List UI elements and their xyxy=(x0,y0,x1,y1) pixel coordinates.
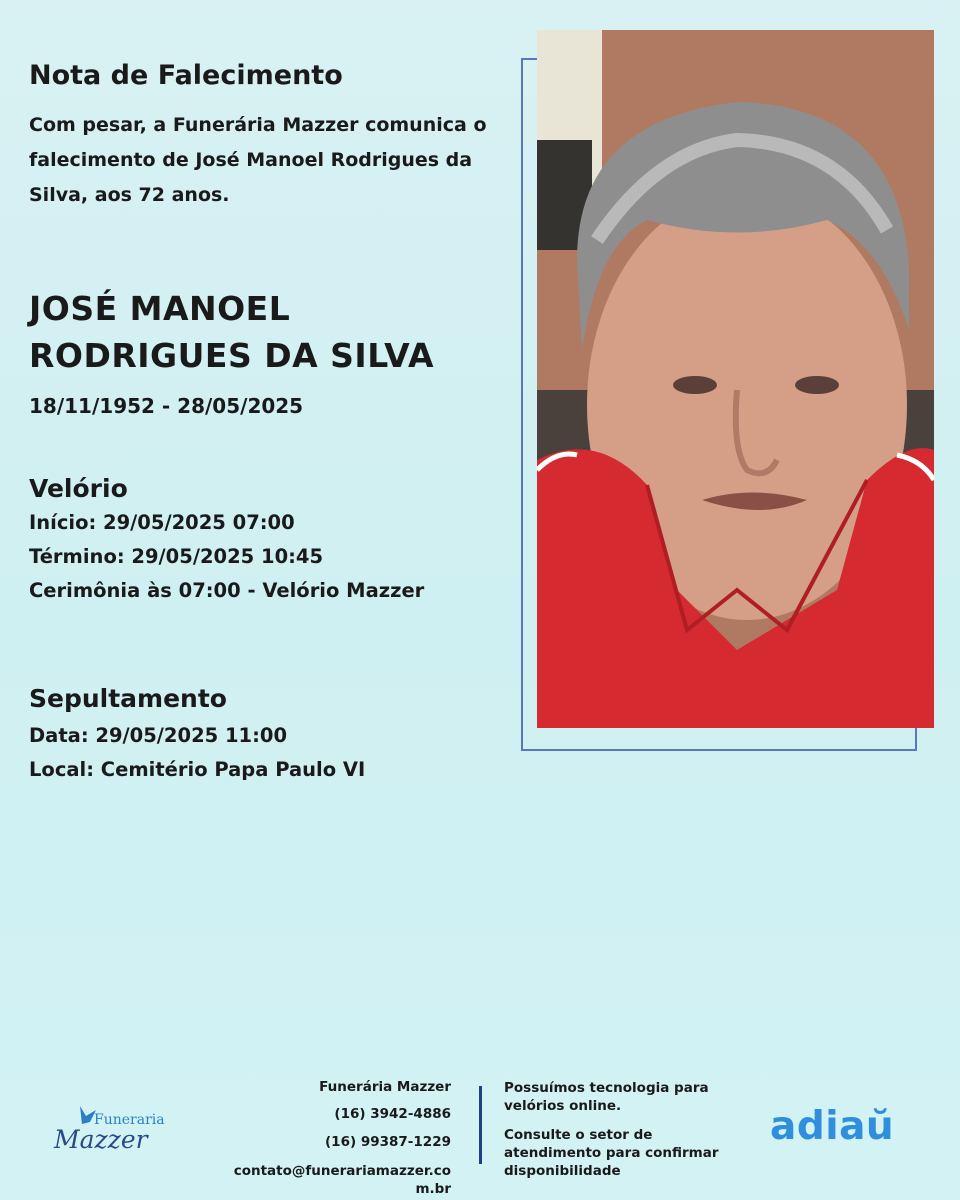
sepultamento-title: Sepultamento xyxy=(29,684,227,713)
deceased-name xyxy=(29,285,509,379)
sepultamento-date: Data: 29/05/2025 11:00 xyxy=(29,724,288,747)
logo-text-top: Funeraria xyxy=(94,1112,165,1128)
deceased-name-line2: RODRIGUES DA SILVA xyxy=(29,336,435,375)
notice-intro: Com pesar, a Funerária Mazzer comunica o falecimento de José Manoel Rodrigues da Silva, aos 72 anos. xyxy=(29,114,487,206)
notice-title: Nota de Falecimento xyxy=(29,60,343,91)
footer-info-online: Possuímos tecnologia para velórios online. xyxy=(504,1080,709,1114)
footer-company: Funerária Mazzer xyxy=(319,1079,451,1095)
velorio-end: Término: 29/05/2025 10:45 xyxy=(29,545,324,568)
footer-info-consult: Consulte o setor de atendimento para confirmar disponibilidade xyxy=(504,1127,719,1179)
footer-email-line2[interactable]: m.br xyxy=(415,1181,451,1197)
funeraria-mazzer-logo xyxy=(52,1100,192,1160)
footer-divider xyxy=(479,1086,482,1164)
deceased-photo xyxy=(537,30,934,728)
footer-email-line1[interactable]: contato@funerariamazzer.co xyxy=(233,1163,451,1179)
footer-phone1[interactable]: (16) 3942-4886 xyxy=(334,1106,451,1122)
footer-phone2[interactable]: (16) 99387-1229 xyxy=(325,1134,451,1150)
velorio-title: Velório xyxy=(29,474,128,503)
velorio-start: Início: 29/05/2025 07:00 xyxy=(29,511,295,534)
sepultamento-place: Local: Cemitério Papa Paulo VI xyxy=(29,758,366,781)
adiau-logo: adiaŭ xyxy=(770,1104,895,1149)
deceased-name-line1: JOSÉ MANOEL xyxy=(29,289,291,328)
velorio-ceremony: Cerimônia às 07:00 - Velório Mazzer xyxy=(29,579,425,602)
logo-text-bottom: Mazzer xyxy=(54,1125,148,1154)
life-dates: 18/11/1952 - 28/05/2025 xyxy=(29,394,304,418)
